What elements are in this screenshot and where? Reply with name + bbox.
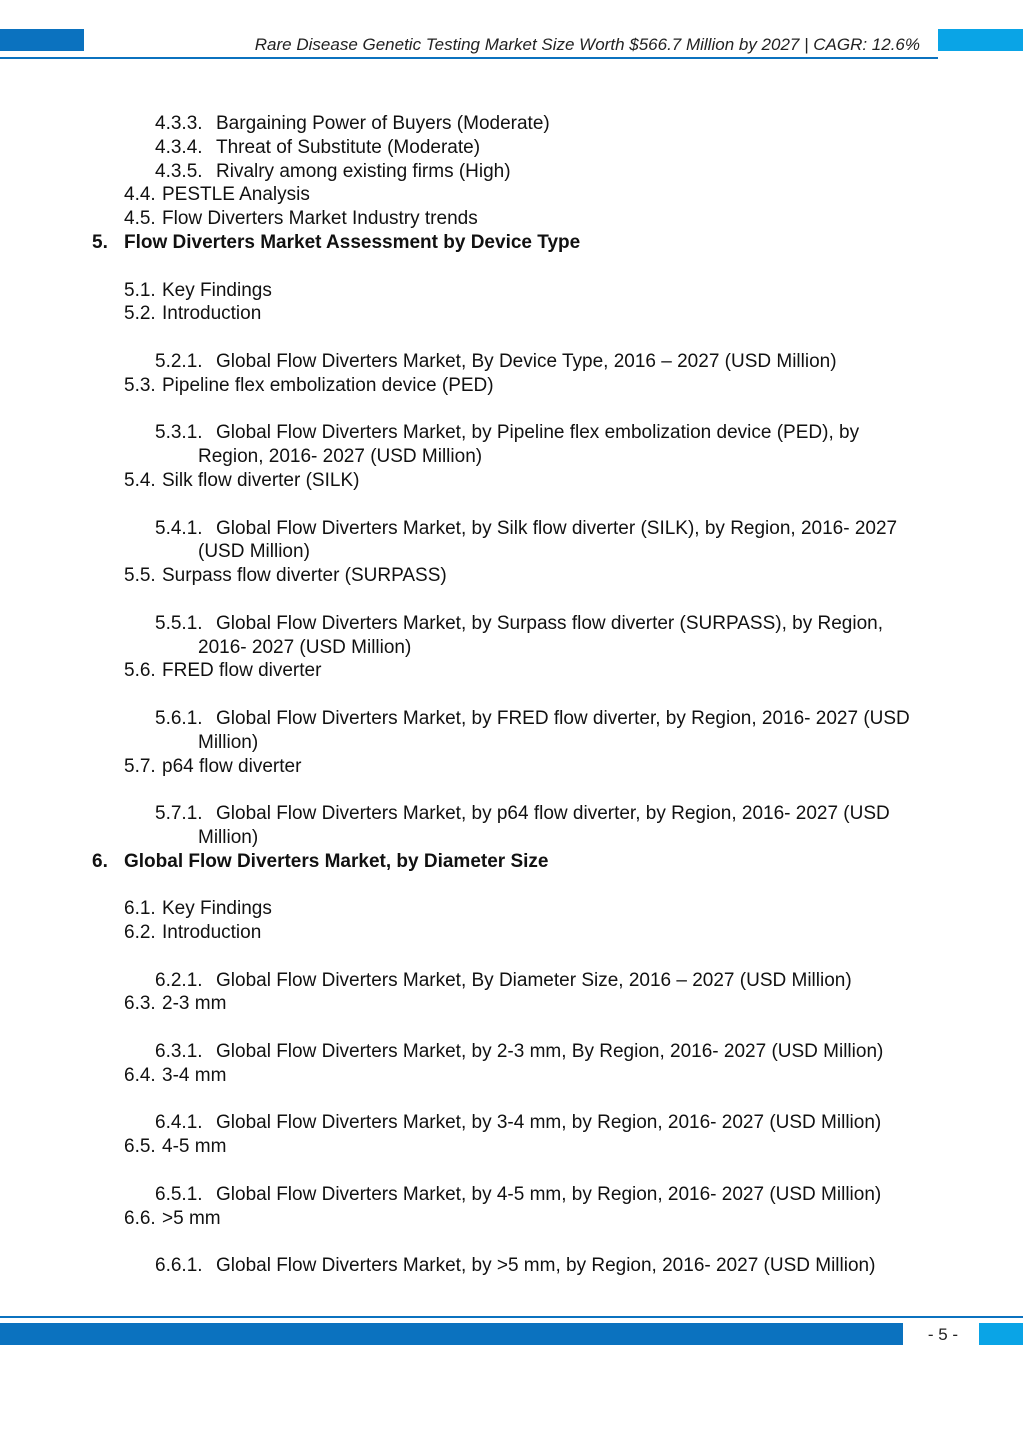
toc-spacer [0,778,1023,802]
toc-entry-number: 5.6.1. [155,707,203,729]
toc-entry-text: Global Flow Diverters Market, by Surpass flow diverter (SURPASS), by Region, [216,612,883,634]
toc-spacer [0,1088,1023,1112]
toc-entry-number: 6.3.1. [155,1041,203,1063]
toc-spacer [0,255,1023,279]
toc-entry-continuation [0,540,1023,564]
header-rule [0,57,938,59]
toc-entry-number: 4.3.3. [155,113,203,134]
toc-entry-number: 5.4. [124,469,156,491]
toc-entry [0,1254,1023,1278]
toc-entry-number: 6.2.1. [155,969,203,991]
toc-entry [0,350,1023,374]
toc-spacer [0,683,1023,707]
toc-entry-text: Global Flow Diverters Market, by 2-3 mm, By Region, 2016- 2027 (USD Million) [216,1041,884,1063]
toc-entry-text: Million) [198,731,259,753]
toc-entry-number: 6.3. [124,993,156,1015]
toc-spacer [0,588,1023,612]
toc-entry [0,1183,1023,1207]
toc-entry [0,1040,1023,1064]
toc-entry-number: 5.4.1. [155,517,203,539]
toc-entry-text: Silk flow diverter (SILK) [162,469,360,491]
toc-entry [0,374,1023,398]
toc-entry-text: Pipeline flex embolization device (PED) [162,374,494,396]
footer-bar [0,1323,903,1345]
toc-entry [0,112,1023,136]
toc-entry-text: Global Flow Diverters Market, by >5 mm, by Region, 2016- 2027 (USD Million) [216,1255,876,1277]
toc-entry-number: 6.6.1. [155,1255,203,1277]
toc-entry-text: Global Flow Diverters Market, by Pipeline flex embolization device (PED), by [216,422,860,444]
toc-entry-number: 5. [92,231,108,253]
toc-entry-number: 5.1. [124,279,156,301]
toc-entry-text: Global Flow Diverters Market, by Diameter Size [124,850,549,872]
toc-entry-text: 3-4 mm [162,1064,227,1086]
toc-entry-number: 5.5. [124,565,156,587]
toc-entry [0,302,1023,326]
header-accent-left [0,29,84,51]
toc-entry-text: Region, 2016- 2027 (USD Million) [198,446,483,468]
toc-entry [0,969,1023,993]
toc-entry-number: 6.2. [124,922,156,944]
toc-entry-text: Global Flow Diverters Market, By Device Type, 2016 – 2027 (USD Million) [216,350,837,372]
toc-entry [0,1135,1023,1159]
toc-entry [0,921,1023,945]
toc-entry-text: Key Findings [162,898,272,920]
footer-rule [0,1316,1023,1318]
toc-entry-continuation [0,826,1023,850]
toc-entry [0,897,1023,921]
toc-entry [0,707,1023,731]
toc-entry [0,755,1023,779]
toc-entry-text: Million) [198,826,259,848]
toc-entry-number: 4.3.5. [155,160,203,182]
toc-entry-number: 5.5.1. [155,612,203,634]
toc-entry-text: p64 flow diverter [162,755,302,777]
toc-entry-number: 6.5.1. [155,1183,203,1205]
toc-entry-text: 2-3 mm [162,993,227,1015]
toc-entry [0,183,1023,207]
toc-entry-number: 6.5. [124,1136,156,1158]
toc-spacer [0,1016,1023,1040]
toc-entry [0,564,1023,588]
toc-entry [0,850,1023,874]
toc-entry-text: Global Flow Diverters Market, by 3-4 mm, by Region, 2016- 2027 (USD Million) [216,1112,882,1134]
toc-entry [0,612,1023,636]
toc-entry-number: 5.3. [124,374,156,396]
toc-entry-text: Rivalry among existing firms (High) [216,160,511,182]
toc-entry [0,802,1023,826]
toc-entry-number: 5.7.1. [155,803,203,825]
footer-accent-right [979,1323,1023,1345]
toc-entry [0,421,1023,445]
toc-entry-number: 5.2. [124,303,156,325]
toc-spacer [0,874,1023,898]
toc-entry-text: Flow Diverters Market Assessment by Device Type [124,231,581,253]
toc-entry-continuation [0,636,1023,660]
toc-entry-number: 6.4. [124,1064,156,1086]
toc-entry-continuation [0,731,1023,755]
toc-entry-text: Flow Diverters Market Industry trends [162,208,478,230]
toc-entry-text: PESTLE Analysis [162,184,310,206]
toc-entry [0,1207,1023,1231]
header-accent-right [938,29,1023,51]
toc-entry-text: >5 mm [162,1207,221,1229]
toc-entry-number: 5.6. [124,660,156,682]
toc-spacer [0,1159,1023,1183]
toc-spacer [0,945,1023,969]
toc-entry-text: Global Flow Diverters Market, by 4-5 mm, by Region, 2016- 2027 (USD Million) [216,1183,882,1205]
toc-entry-text: Introduction [162,922,262,944]
toc-entry [0,659,1023,683]
running-header-title: Rare Disease Genetic Testing Market Size Worth $566.7 Million by 2027 | CAGR: 12.6% [254,35,920,54]
toc-entry [0,207,1023,231]
toc-entry-text: Surpass flow diverter (SURPASS) [162,565,447,587]
toc-entry [0,1111,1023,1135]
toc-entry-text: (USD Million) [198,541,310,563]
toc-entry-text: Global Flow Diverters Market, by p64 flow diverter, by Region, 2016- 2027 (USD [216,803,890,825]
toc-entry-number: 6.4.1. [155,1112,203,1134]
toc-entry [0,992,1023,1016]
toc-entry-number: 4.5. [124,208,156,230]
toc-entry-text: Global Flow Diverters Market, by Silk flow diverter (SILK), by Region, 2016- 2027 [216,517,898,539]
toc-entry-number: 6. [92,850,108,872]
toc-entry-number: 4.4. [124,184,156,206]
toc-entry-number: 5.2.1. [155,350,203,372]
toc-entry [0,160,1023,184]
toc-entry-text: Key Findings [162,279,272,301]
page-number: - 5 - [927,1325,959,1344]
toc-spacer [0,398,1023,422]
toc-entry-number: 6.6. [124,1207,156,1229]
toc-entry-continuation [0,445,1023,469]
toc-entry-text: Bargaining Power of Buyers (Moderate) [216,113,550,134]
toc-entry-text: Global Flow Diverters Market, By Diameter Size, 2016 – 2027 (USD Million) [216,969,852,991]
toc-entry-number: 5.3.1. [155,422,203,444]
toc-entry-text: Global Flow Diverters Market, by FRED flow diverter, by Region, 2016- 2027 (USD [216,707,910,729]
toc-entry [0,279,1023,303]
toc-entry-text: FRED flow diverter [162,660,322,682]
toc-entry-number: 5.7. [124,755,156,777]
toc-entry [0,136,1023,160]
toc-entry-text: 4-5 mm [162,1136,227,1158]
toc-entry-text: Introduction [162,303,262,325]
toc-entry [0,1064,1023,1088]
toc-spacer [0,1230,1023,1254]
toc-entry [0,469,1023,493]
toc-entry [0,231,1023,255]
toc-spacer [0,326,1023,350]
toc-entry-text: Threat of Substitute (Moderate) [216,136,481,158]
toc-entry-number: 4.3.4. [155,136,203,158]
toc-entry [0,517,1023,541]
toc-entry-number: 6.1. [124,898,156,920]
toc-spacer [0,493,1023,517]
table-of-contents [0,112,1023,1278]
toc-entry-text: 2016- 2027 (USD Million) [198,636,412,658]
